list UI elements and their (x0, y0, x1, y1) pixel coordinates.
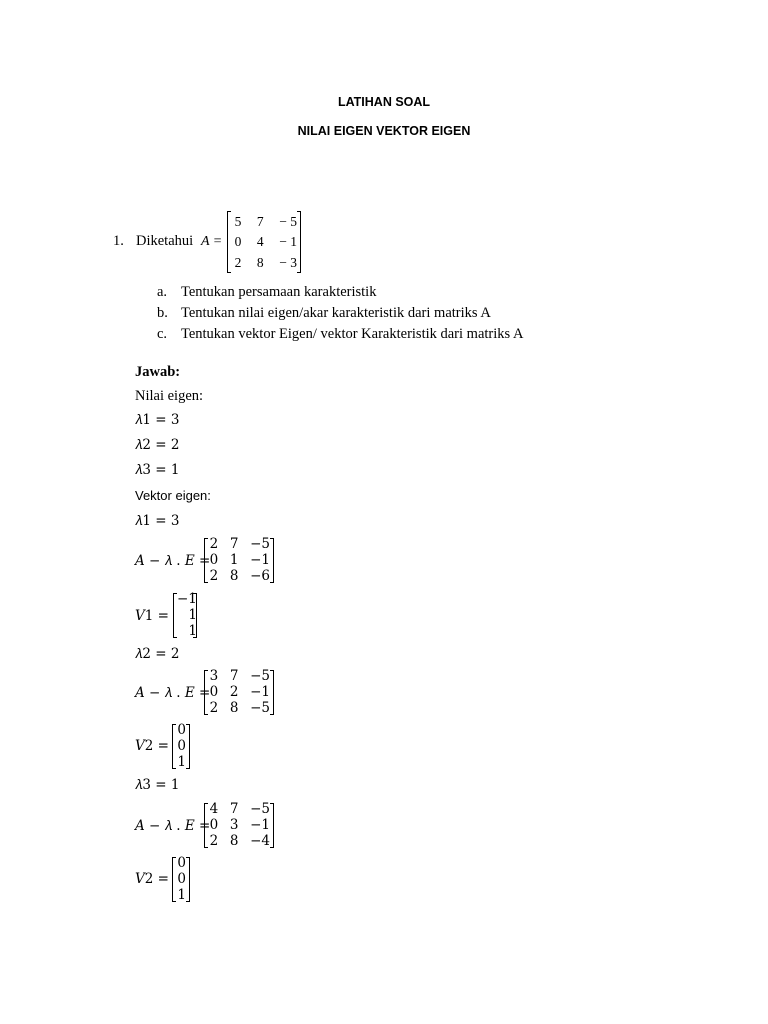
vector-cell: 0 (177, 722, 186, 738)
matrix-cell: −4 (250, 832, 270, 849)
eigen-vectors-label: Vektor eigen: (135, 488, 211, 503)
eigen-values-label: Nilai eigen: (135, 388, 204, 404)
vector-cell: 1 (177, 753, 186, 770)
vector-cell: 0 (177, 855, 186, 871)
a-minus-lambda-e: 𝐴 − 𝜆 . 𝐸 = (135, 553, 211, 569)
matrix-cell: 8 (256, 254, 264, 270)
vector-cell: 1 (188, 606, 197, 623)
vector-label: 𝑉1 = (135, 608, 169, 624)
vector-cell: −1 (177, 591, 197, 607)
matrix-cell: −1 (250, 551, 270, 568)
matrix-cell: −6 (250, 567, 270, 584)
lambda-line: 𝜆2 = 2 (135, 646, 180, 662)
answer-heading: Jawab: (135, 364, 181, 380)
matrix-cell: − 1 (279, 234, 297, 250)
matrix-cell: −5 (250, 536, 270, 552)
matrix-cell: −1 (250, 683, 270, 700)
eigen-value: 𝜆1 = 3 (135, 412, 180, 428)
matrix-cell: 2 (209, 832, 219, 849)
problem-text: Diketahui (136, 233, 194, 249)
eigen-vector (172, 724, 190, 769)
matrix-cell: 2 (234, 254, 242, 270)
matrix-cell: − 5 (279, 213, 297, 229)
matrix-cell: 7 (229, 801, 239, 817)
part-marker: c. (157, 326, 168, 342)
eigen-value: 𝜆2 = 2 (135, 437, 180, 453)
matrix-cell: 2 (209, 699, 219, 716)
part-text: Tentukan nilai eigen/akar karakteristik dari matriks A (181, 305, 491, 321)
matrix-cell: 4 (256, 234, 264, 250)
vector-cell: 1 (188, 622, 197, 639)
eigen-value: 𝜆3 = 1 (135, 462, 180, 478)
matrix-cell: −1 (250, 816, 270, 833)
matrix-cell: 3 (209, 668, 219, 684)
matrix-cell: 1 (229, 551, 239, 568)
matrix-a-label: A = (201, 234, 223, 249)
matrix-a-minus-lambda-e (204, 803, 274, 848)
matrix-cell: 0 (209, 551, 219, 568)
matrix-cell: 3 (229, 816, 239, 833)
problem-number: 1. (113, 233, 124, 249)
page-title: LATIHAN SOAL (337, 95, 431, 109)
a-minus-lambda-e: 𝐴 − 𝜆 . 𝐸 = (135, 685, 211, 701)
matrix-cell: 2 (229, 683, 239, 700)
matrix-a-minus-lambda-e (204, 538, 274, 583)
part-marker: a. (157, 284, 168, 300)
matrix-cell: 8 (229, 832, 239, 849)
matrix-a-minus-lambda-e (204, 670, 274, 715)
matrix-cell: 7 (229, 668, 239, 684)
matrix-cell: 2 (209, 567, 219, 584)
matrix-cell: −5 (250, 699, 270, 716)
matrix-cell: 8 (229, 699, 239, 716)
matrix-cell: 0 (234, 234, 242, 250)
part-text: Tentukan persamaan karakteristik (181, 284, 377, 300)
a-minus-lambda-e: 𝐴 − 𝜆 . 𝐸 = (135, 818, 211, 834)
part-marker: b. (157, 305, 168, 321)
vector-label: 𝑉2 = (135, 871, 169, 887)
matrix-cell: −5 (250, 801, 270, 817)
eigen-vector (172, 857, 190, 902)
matrix-cell: 2 (209, 536, 219, 552)
lambda-line: 𝜆1 = 3 (135, 513, 180, 529)
matrix-cell: − 3 (279, 254, 297, 270)
vector-label: 𝑉2 = (135, 738, 169, 754)
matrix-a (227, 211, 301, 273)
matrix-cell: −5 (250, 668, 270, 684)
matrix-cell: 0 (209, 683, 219, 700)
lambda-line: 𝜆3 = 1 (135, 777, 180, 793)
vector-cell: 0 (177, 737, 186, 754)
matrix-cell: 7 (256, 213, 264, 229)
vector-cell: 1 (177, 886, 186, 903)
part-text: Tentukan vektor Eigen/ vektor Karakteristik dari matriks A (181, 326, 524, 342)
matrix-cell: 4 (209, 801, 219, 817)
eigen-vector (173, 593, 197, 638)
matrix-cell: 7 (229, 536, 239, 552)
page-subtitle: NILAI EIGEN VEKTOR EIGEN (297, 124, 471, 138)
matrix-cell: 5 (234, 213, 242, 229)
matrix-cell: 0 (209, 816, 219, 833)
matrix-cell: 8 (229, 567, 239, 584)
vector-cell: 0 (177, 870, 186, 887)
